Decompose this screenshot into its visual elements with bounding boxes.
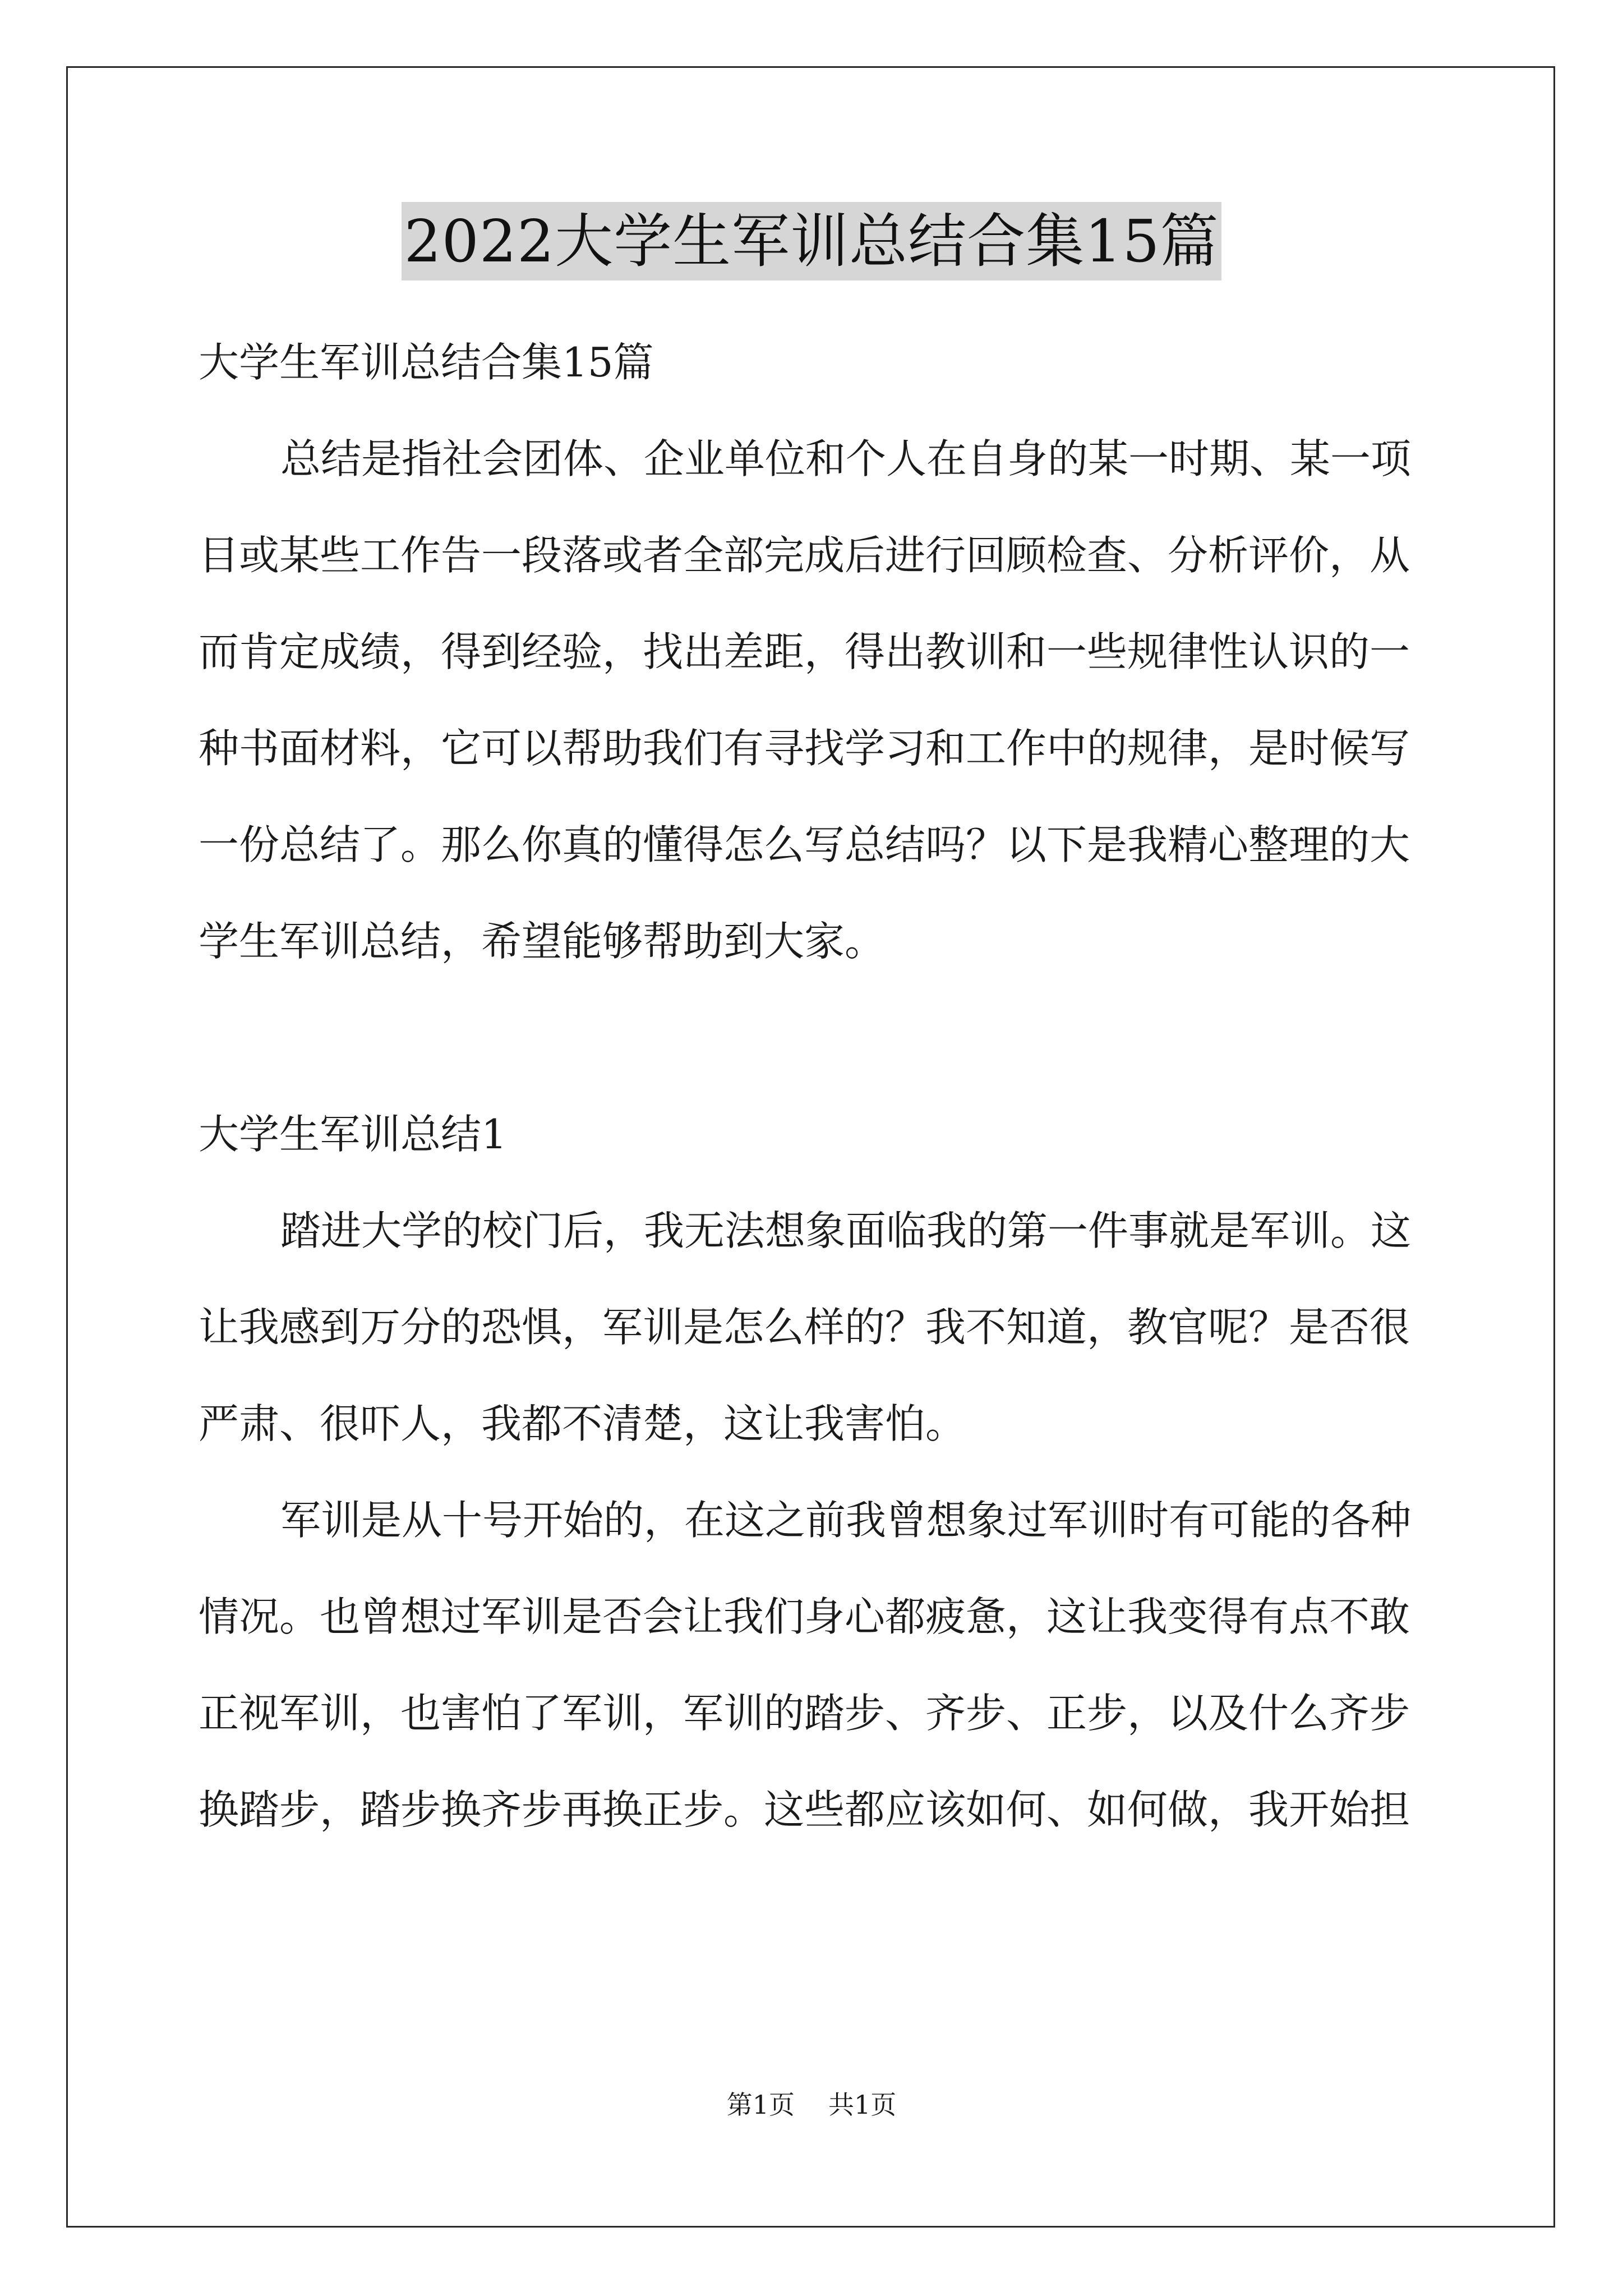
section1-paragraph-1 — [199, 1182, 1424, 1472]
paragraph-spacer — [199, 990, 1424, 1086]
paragraph-line: 让我感到万分的恐惧，军训是怎么样的？我不知道，教官呢？是否很 — [199, 1304, 1410, 1351]
paragraph-line: 踏进大学的校门后，我无法想象面临我的第一件事就是军训。这 — [280, 1207, 1412, 1254]
page-number: 第1页 — [726, 2090, 795, 2120]
paragraph-line: 而肯定成绩，得到经验，找出差距，得出教训和一些规律性认识的一 — [199, 628, 1410, 675]
title-container — [0, 202, 1623, 280]
paragraph-line: 正视军训，也害怕了军训，军训的踏步、齐步、正步，以及什么齐步 — [199, 1690, 1410, 1737]
paragraph-line: 目或某些工作告一段落或者全部完成后进行回顾检查、分析评价，从 — [199, 532, 1410, 579]
section1-paragraph-2 — [199, 1472, 1424, 1858]
document-subtitle: 大学生军训总结合集15篇 — [199, 339, 654, 386]
document-title: 2022大学生军训总结合集15篇 — [402, 202, 1221, 280]
document-body — [199, 314, 1424, 1858]
paragraph-line: 学生军训总结，希望能够帮助到大家。 — [199, 918, 886, 965]
paragraph-line: 情况。也曾想过军训是否会让我们身心都疲惫，这让我变得有点不敢 — [199, 1593, 1410, 1640]
paragraph-line: 换踏步，踏步换齐步再换正步。这些都应该如何、如何做，我开始担 — [199, 1786, 1410, 1833]
intro-paragraph — [199, 411, 1424, 990]
paragraph-line: 种书面材料，它可以帮助我们有寻找学习和工作中的规律，是时候写 — [199, 725, 1410, 772]
paragraph-line: 一份总结了。那么你真的懂得怎么写总结吗？以下是我精心整理的大 — [199, 821, 1410, 868]
section-heading: 大学生军训总结1 — [199, 1111, 507, 1158]
paragraph-line: 总结是指社会团体、企业单位和个人在自身的某一时期、某一项 — [280, 435, 1412, 482]
page-total: 共1页 — [828, 2090, 897, 2120]
paragraph-line: 军训是从十号开始的，在这之前我曾想象过军训时有可能的各种 — [280, 1497, 1412, 1544]
page-footer — [0, 2088, 1623, 2122]
paragraph-line: 严肃、很吓人，我都不清楚，这让我害怕。 — [199, 1400, 966, 1447]
